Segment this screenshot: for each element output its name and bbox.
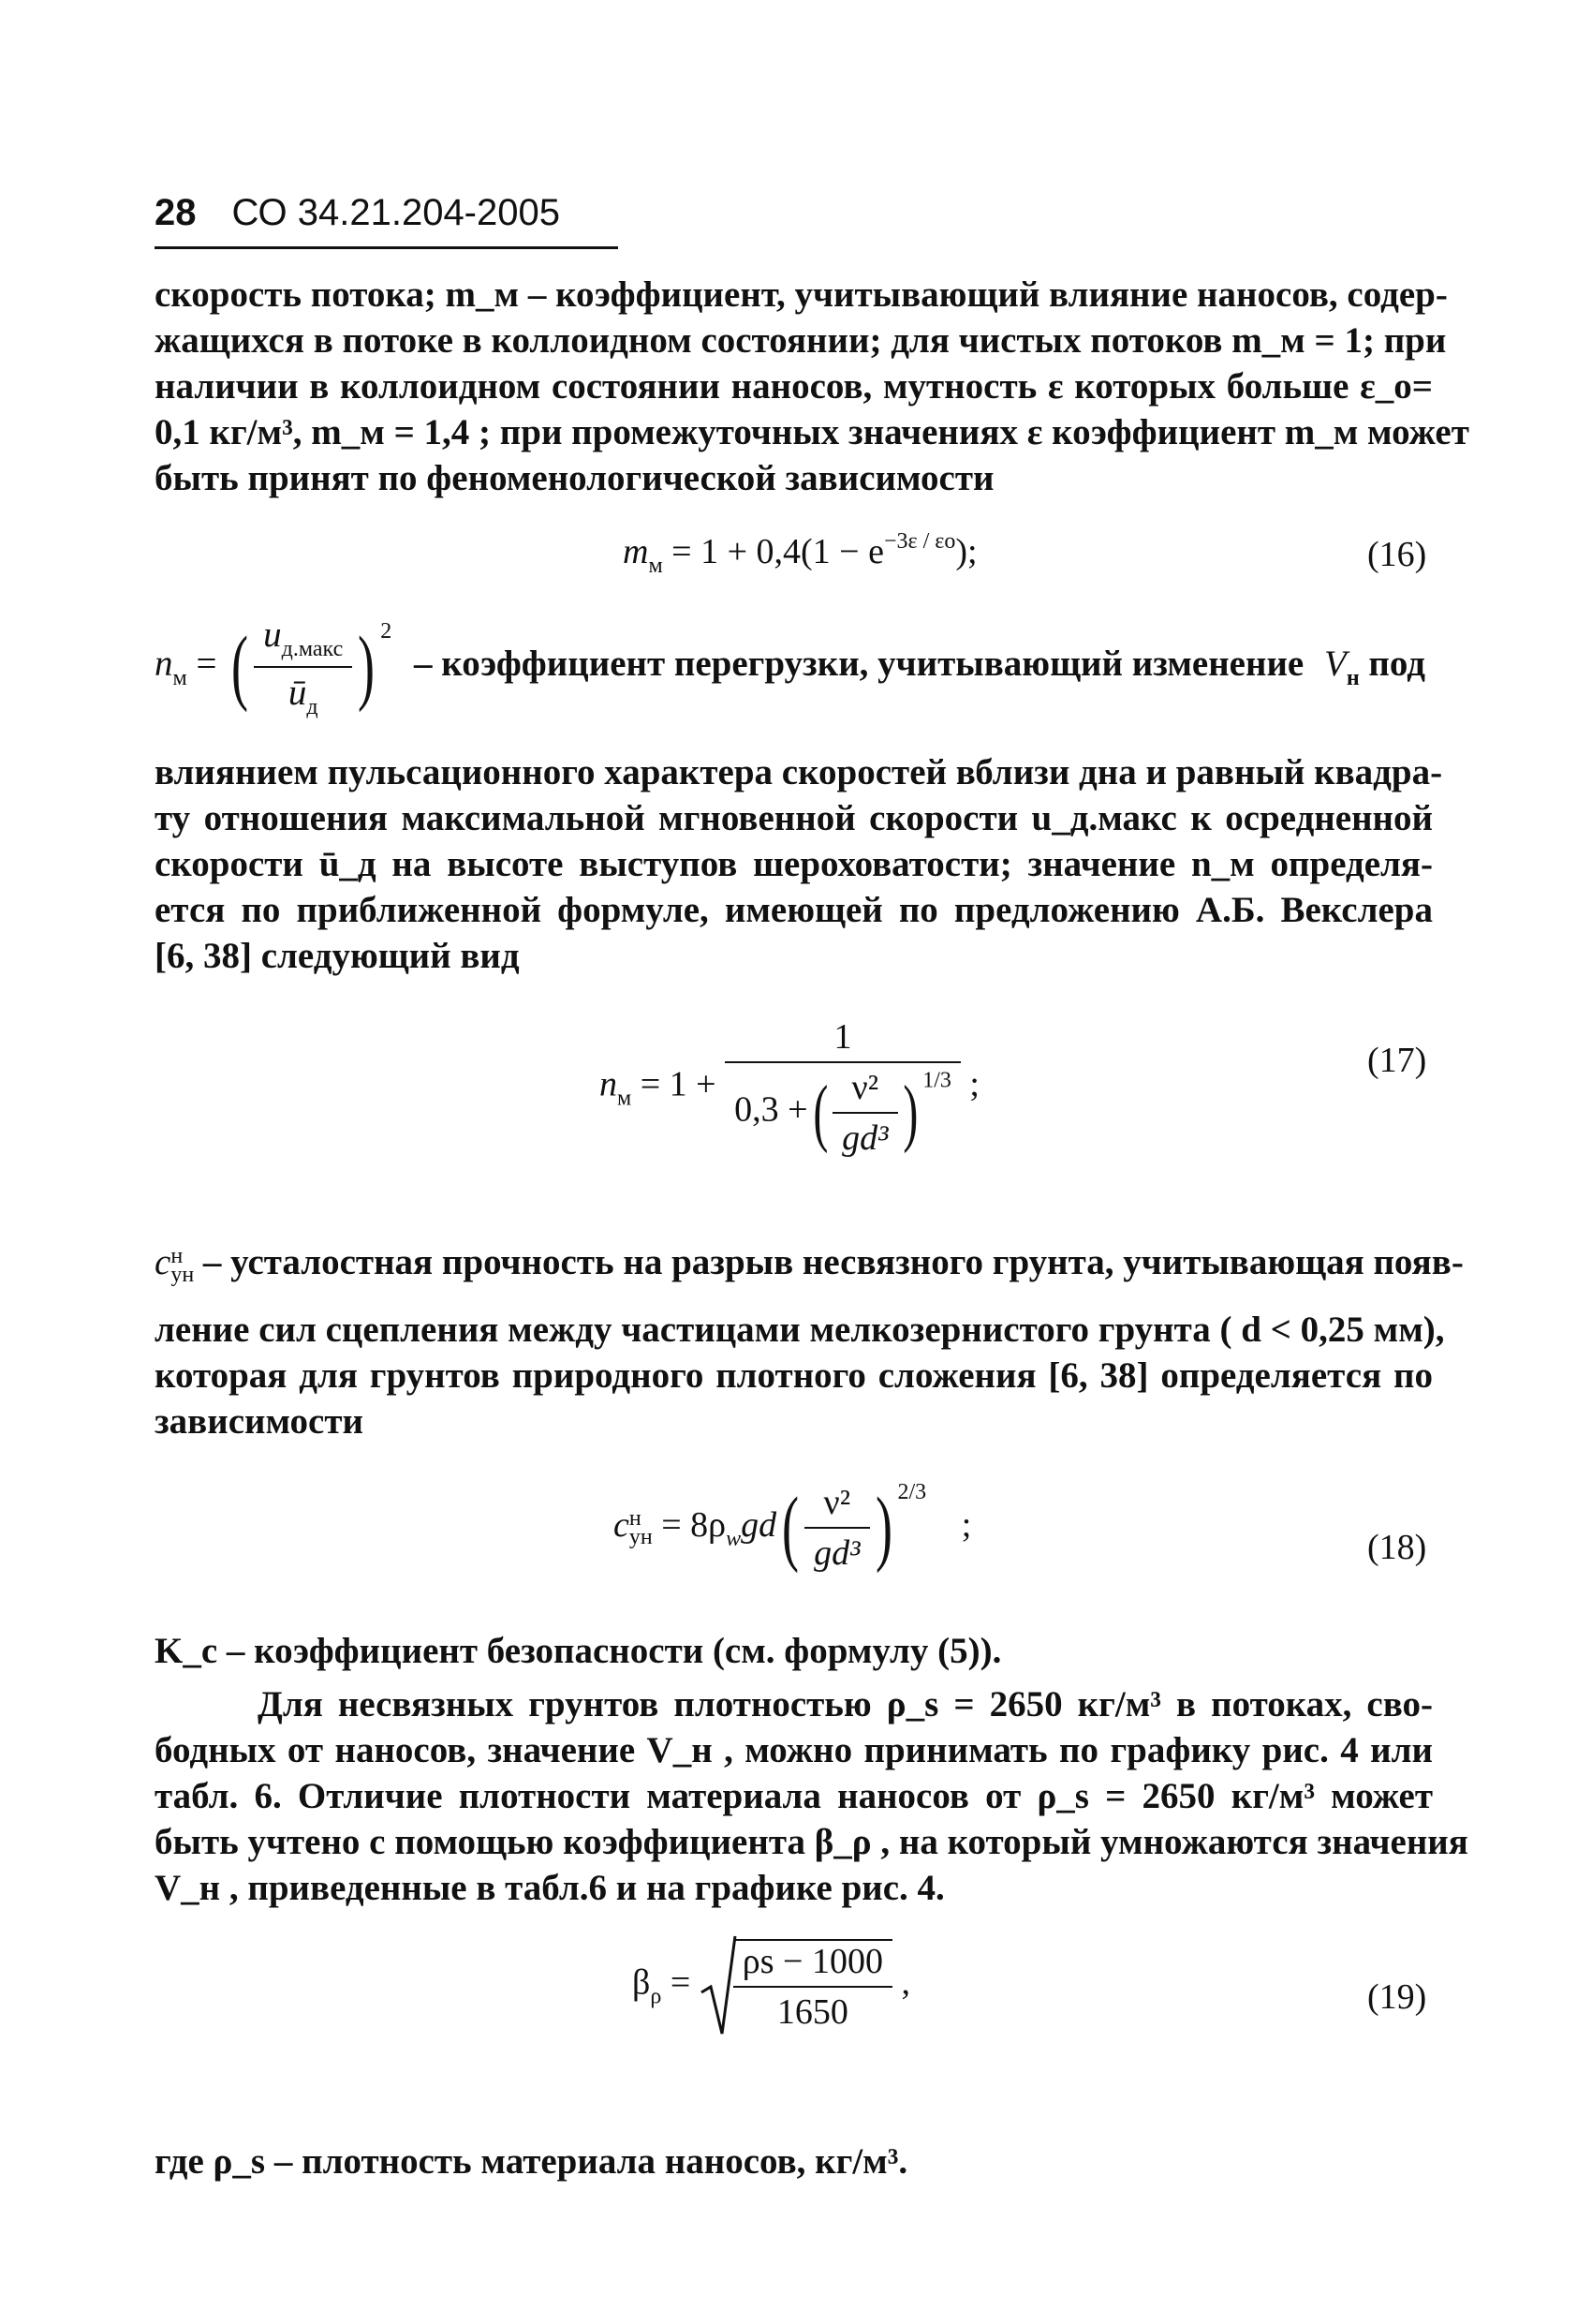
eq18-power: 2/3 [897,1480,927,1504]
eq17-inner-den: gd³ [842,1118,889,1158]
nm-numerator-sub: д.макс [281,637,344,661]
nm-denominator: ū [287,673,307,713]
kc-line: K_с – коэффициент безопасности (см. формулу (5)). [155,1631,1002,1671]
eq17-lhs: n [599,1064,617,1104]
nm-eq-sign: = [196,643,217,684]
eq19-fraction [733,1939,892,2033]
equation-number-19: (19) [1367,1977,1427,2017]
text-line: бодных от наносов, значение V_н , можно принимать по графику рис. 4 или [155,1730,1433,1770]
nm-power: 2 [380,618,392,644]
eq17-lhs-sub: м [617,1086,632,1111]
eq17-inner-fraction [833,1067,897,1159]
eq18-inner-den: gd³ [814,1533,861,1574]
text-line: быть учтено с помощью коэффициента β_ρ , на который умножаются значения [155,1822,1468,1862]
text-line: Для несвязных грунтов плотностью ρ_s = 2650 кг/м³ в потоках, сво- [258,1684,1433,1724]
page-header [155,192,618,249]
eq17-numerator: 1 [725,1016,961,1063]
eq18-fraction [804,1482,869,1574]
eq16-lhs-sub: м [648,554,663,578]
nm-description: – коэффициент перегрузки, учитывающий изменение [414,643,1305,684]
left-paren: ( [231,620,249,713]
equation-17 [599,1016,980,1159]
eq17-denominator: 0,3 +( $\frac{\text{ν²}}{\text{gd³}}$ ) $^{1/3}$ [734,1068,951,1158]
text-line: [6, 38] следующий вид [155,936,520,976]
equation-18: c н ун = $8\rho_wgd$( $\frac{\text{ν²}}{\text{gd³}}$ ) $^{2/3}$ ; [613,1480,972,1575]
text-line: 0,1 кг/м³, m_м = 1,4 ; при промежуточных значениях ε коэффициент m_м может [155,412,1469,452]
eq19-lhs-sub: ρ [650,1984,662,2009]
cun-sup: н [170,1244,184,1269]
text-line: скорости ū_д на высоте выступов шероховатости; значение n_м определя- [155,844,1433,884]
cun-definition [155,1241,1464,1288]
text-line: влиянием пульсационного характера скоростей вблизи дна и равный квадра- [155,752,1443,792]
cun-symbol: c [155,1242,171,1282]
text-line: которая для грунтов природного плотного сложения [6, 38] определяется по [155,1355,1433,1396]
nm-v-symbol: V [1323,643,1347,684]
eq16-close: ); [955,532,978,571]
nm-lhs-sub: м [172,665,187,690]
text-line: скорость потока; m_м – коэффициент, учитывающий влияние наносов, содер- [155,274,1448,315]
paragraph-2 [155,749,1443,979]
cun-sub: ун [170,1263,195,1288]
text-line: V_н , приведенные в табл.6 и на графике рис. 4. [155,1868,945,1908]
nm-numerator: u [263,614,282,655]
last-line: где ρ_s – плотность материала наносов, кг/м³. [155,2141,908,2182]
eq17-inner-num: ν² [833,1067,897,1114]
eq16-exponent: −3ε / εо [883,529,956,554]
eq19-comma: , [901,1962,910,2003]
eq17-power: 1/3 [922,1068,951,1093]
page-number: 28 [155,192,197,233]
right-paren: ) [358,620,376,713]
text-line: зависимости [155,1401,363,1442]
eq17-semicolon: ; [969,1064,980,1104]
nm-v-sub: н [1346,665,1360,690]
eq18-rhs: = 8ρ [661,1505,727,1545]
eq18-lhs-sup: н [628,1506,641,1532]
equation-19 [632,1934,910,2037]
paragraph-4 [155,1681,1468,1911]
equation-number-17: (17) [1367,1041,1427,1080]
eq17-den-const: 0,3 + [734,1089,808,1130]
eq18-lhs-sub: ун [628,1525,653,1550]
equation-number-18: (18) [1367,1528,1427,1567]
text-line: табл. 6. Отличие плотности материала наносов от ρ_s = 2650 кг/м³ может [155,1776,1433,1816]
eq17-one-plus: = 1 + [640,1064,716,1104]
eq19-lhs: β [632,1962,651,2003]
text-line: наличии в коллоидном состоянии наносов, мутность ε которых больше ε_о= [155,366,1433,407]
eq16-lhs: m [623,532,649,571]
cun-description: – усталостная прочность на разрыв несвязного грунта, учитывающая появ- [202,1242,1464,1282]
nm-tail: под [1368,643,1425,684]
nm-definition [155,614,1425,720]
text-line: ется по приближенной формуле, имеющей по предложению А.Б. Векслера [155,890,1433,930]
eq19-numerator: ρs − 1000 [733,1941,892,1988]
document-code: СО 34.21.204-2005 [231,192,560,233]
eq17-fraction [725,1016,961,1159]
eq16-rhs: = 1 + 0,4(1 − e [671,532,884,571]
eq18-inner-num: ν² [804,1482,869,1529]
eq18-semicolon: ; [961,1505,972,1545]
paragraph-1 [155,272,1469,501]
eq18-gd: gd [741,1505,777,1545]
eq19-denominator: 1650 [776,1992,848,2032]
text-line: ту отношения максимальной мгновенной скорости u_д.макс к осредненной [155,798,1433,838]
eq18-rhs-sub: w [726,1527,742,1551]
eq18-lhs: c [613,1505,629,1545]
text-line: жащихся в потоке в коллоидном состоянии; для чистых потоков m_м = 1; при [155,320,1447,361]
nm-fraction [254,614,352,720]
nm-lhs: n [155,643,173,684]
nm-denominator-sub: д [306,695,318,719]
text-line: ление сил сцепления между частицами мелкозернистого грунта ( d < 0,25 мм), [155,1310,1445,1350]
square-root-symbol [700,1934,892,2037]
text-line: быть принят по феноменологической зависимости [155,458,995,498]
eq19-eq-sign: = [670,1962,691,2003]
equation-16 [623,529,978,579]
paragraph-3 [155,1307,1445,1444]
equation-number-16: (16) [1367,535,1427,574]
